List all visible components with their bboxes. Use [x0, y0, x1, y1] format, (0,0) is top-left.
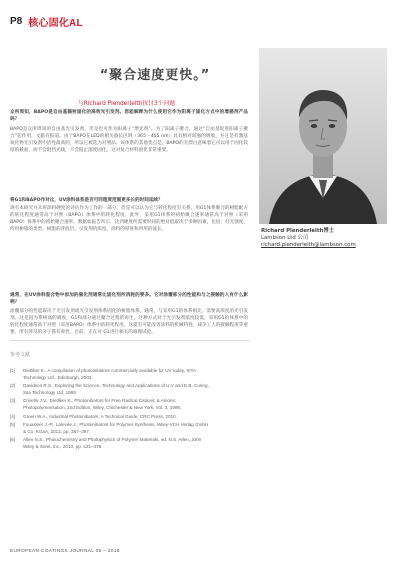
page-footer: EUROPEAN COATINGS JOURNAL 05 – 2018 — [10, 549, 120, 554]
answer-1: BAPO是众所周知的自由基光引发剂，但是也可作为阳离子“增光剂”。为了阳离子聚合，通过“自由基促进阳离子聚合”起作用，文献有报道。由于BAPO在LED的相关波长区域（365～405 nm）具有相对较强的吸收，并且是有激基氧化物光引发剂中活性最高的，所以它被选为对照品。该体系的其他优点是，BAPO的光漂白意味着它可以用于固化较厚的截面，而不会阻挡光线，不会阻止深度固化。这对复合材料固化非常重要。 — [10, 127, 248, 153]
section-divider — [10, 340, 250, 341]
references-title: 参考文献 — [10, 352, 31, 358]
caption-org: Lambson Ltd 公司 — [261, 235, 309, 241]
question-2: 将G1和BAPO作对比，UV涂料体系是否可同理度范围更多长的时间延续？ — [10, 198, 163, 203]
answer-3: 涂覆部分的性能取决于光引发剂或光引发剂体系固化的树脂体系。通常，与采用G1的体系相比，需要高浓度的光引发剂。这是因为系统高的吸收，G1和部分通过聚合过程的再生。这种方式对于光引发剂浓度较低，采用G1的体系中的转化程度通常高于对照（采用BAPO）体系中的转化程度。这就有可能改善涂料的机械特性，减少工人的接触程度等重要，所有涉及的分子都有毒性。目前，正在对 G1进行相关的毒理试验。 — [10, 309, 248, 335]
reference-item: [4] Green W.A., Industrial Photoinitiators: A Technical Guide, CRC Press, 2010. — [10, 413, 177, 419]
question-3: 通常，在UV涂料混合物中添加的催化剂通常比固化剂所消耗的要多。它对涂覆部分的性能和与之接触的人有什么影响？ — [10, 293, 248, 305]
page-number: P8 — [10, 15, 23, 27]
reference-item: [5] Fouassier J.-P., Lalevée J., Photoinitiators for Polymer Synthesis, Wiley-VCH Verlag GmbH & Co. KGaA, 2012, pp. 367–397. — [10, 422, 209, 434]
answer-2: 现有本研究并未将涂料硬度的评估作为工作的一部分，但是可以认为它与转化程度有关系。用G1体系聚合的树脂配方的转化程度通常高于对照（BAPO）体系中的转化程度。此外，采用G1体系的初始聚合速率通常高于对照（采用BAPO）体系中的初始聚合速率，数据如报告所示，达到硬度所需要时间的绝对值取决于多种因素，包括：灯光强度、所用树脂的类型、树脂的背底层、引发剂的浓度、涂料的厚度和所用的波长。 — [10, 206, 248, 232]
section-title: 核心固化AL — [28, 17, 83, 29]
page-header — [10, 14, 83, 28]
reference-item: [3] Crivello J.V., Dietliker K., Photoinitiators for Free Radical Cationic & Anionic Photopolymerisation, 2nd Edition, Wiley, Chichester & New York, Vol. 3, 1998. — [10, 398, 182, 410]
caption-email[interactable]: richard.plenderleith@lambson.com — [261, 242, 356, 248]
byline: 与Richard Plenderleith探讨3个问题 — [78, 101, 176, 107]
references-list — [10, 368, 210, 453]
caption-name: Richard Plenderleith博士 — [261, 228, 335, 234]
photo-caption — [261, 228, 391, 249]
reference-item: [1] Dietliker K., A compilation of photoinitiators commercially available for UV today, SITA Technology Ltd., Edinburgh, 2002. — [10, 368, 196, 380]
pull-quote: “聚合速度更快。” — [99, 68, 211, 83]
question-1: 众所周知，BAPO是自由基辐射固化的高效光引发剂。您能解释为什么使用它作为阳离子固化方式中的增感剂产品吗？ — [10, 110, 248, 122]
author-photo — [259, 48, 387, 224]
reference-item: [2] Davidson R.S., Exploring the Science, Technology and Applications of U.V and E.B. Curing, Sita Technology Ltd, 1999. — [10, 383, 209, 395]
reference-item: [6] Allen N.S., Photochemistry and Photophysics of Polymer Materials, ed. N.S. Allen, John Wiley & Sons, Inc., 2010, pp. 421–478. — [10, 437, 202, 449]
